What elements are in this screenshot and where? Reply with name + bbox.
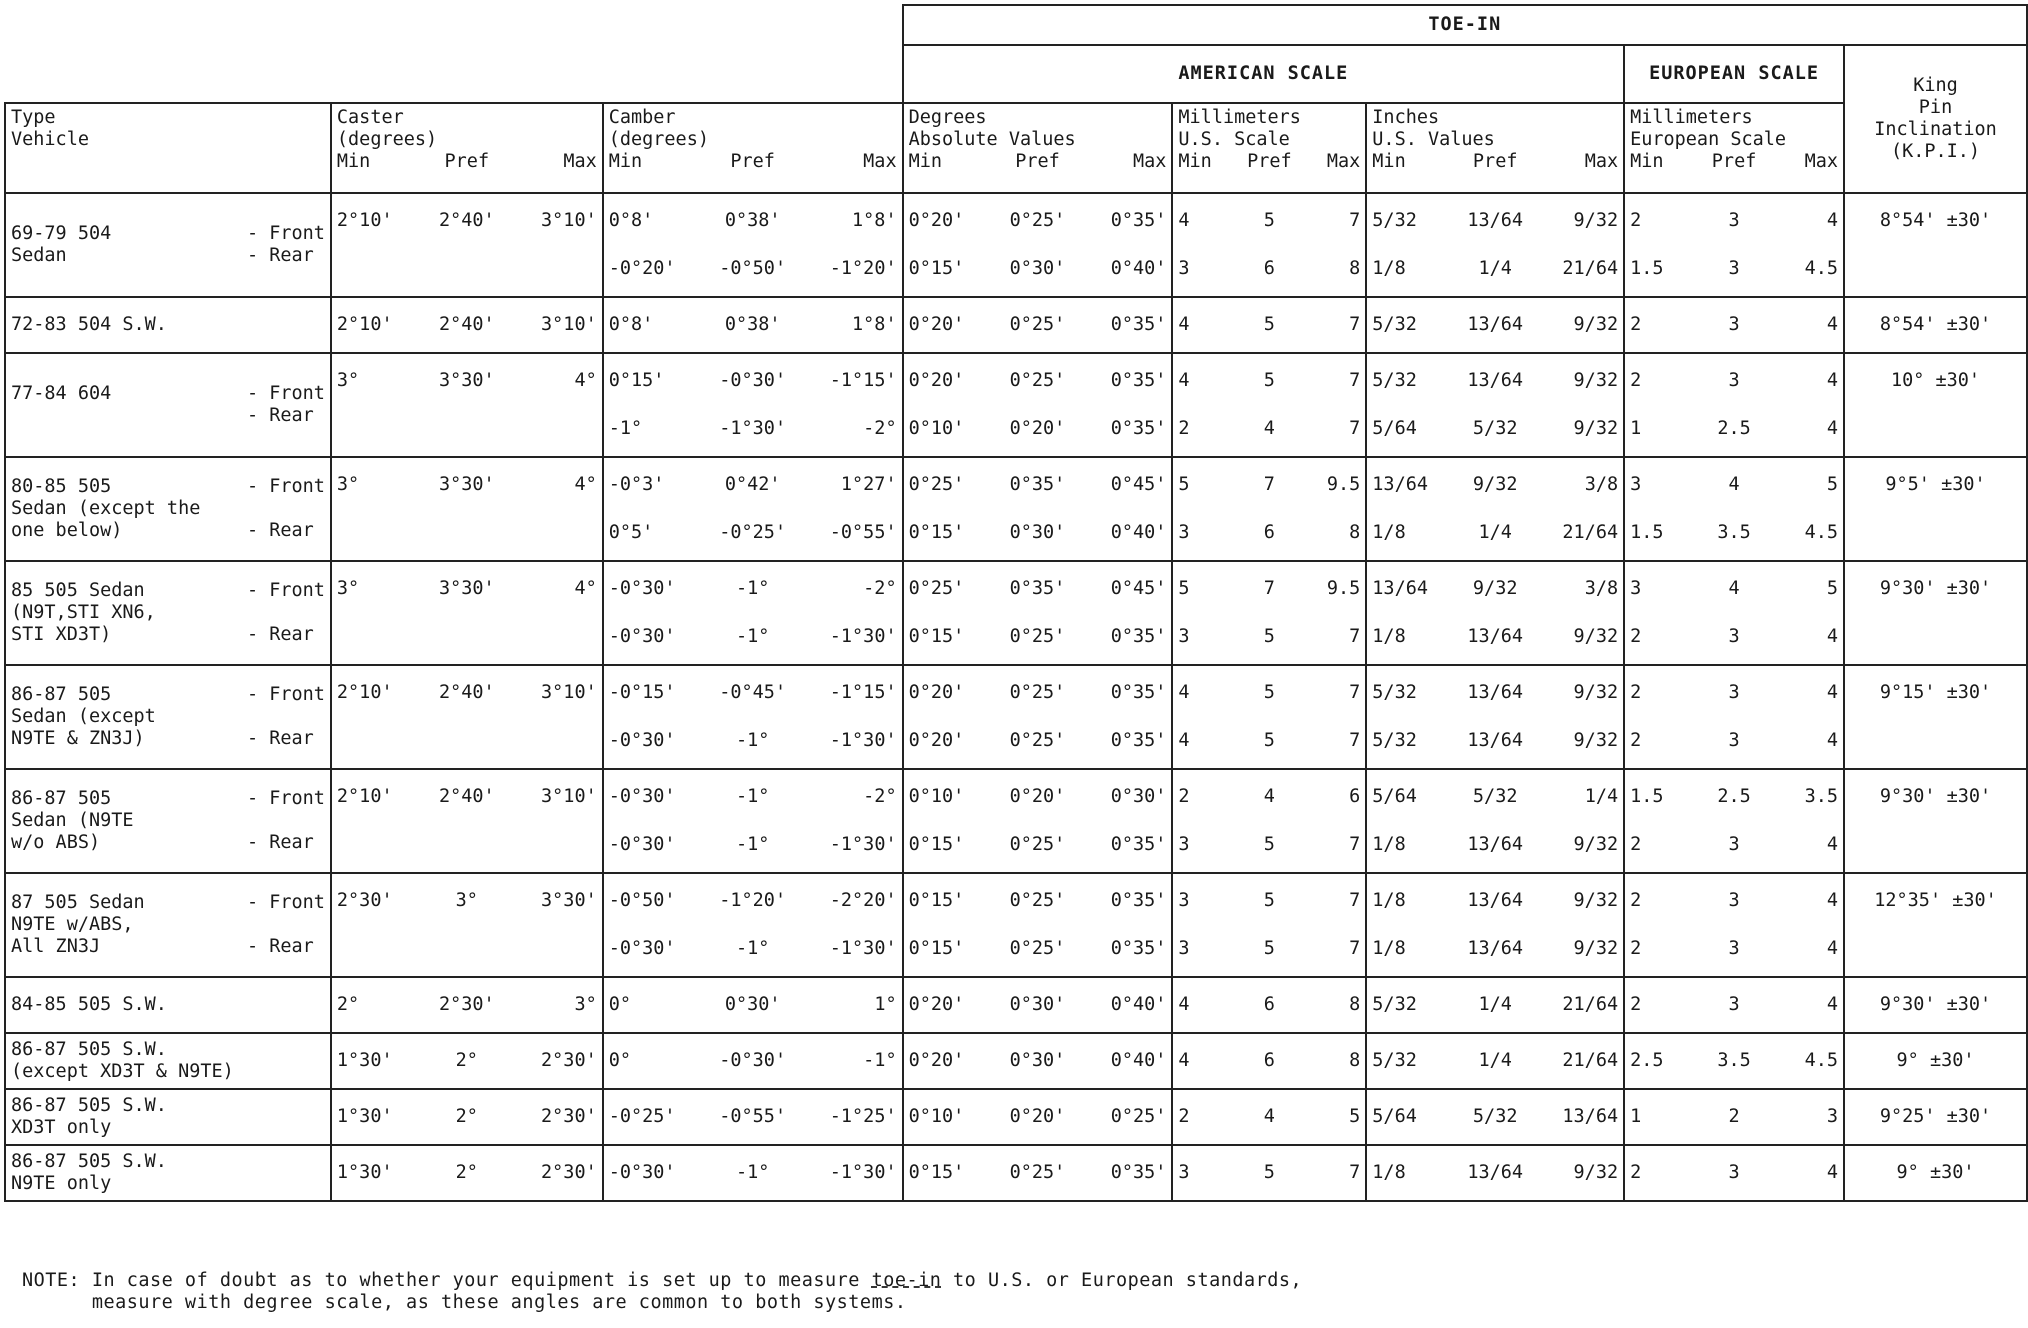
value-triple: 5/64 5/32 13/64 [1372,1106,1619,1127]
value-triple: 0° -0°30' -1° [608,1050,897,1071]
caster-cell [331,873,603,977]
value-triple: 5/32 13/64 9/32 [1372,682,1619,703]
inches-cell [1366,353,1624,457]
value-triple: 3 4 5 [1630,578,1839,599]
degrees-cell [903,457,1173,561]
value-triple: 2 3 4 [1630,682,1839,703]
mm-us-cell [1172,769,1366,873]
value-triple: -0°30' -1° -2° [608,786,897,807]
axle-position: - Front [246,788,325,809]
value-triple: -0°30' -1° -1°30' [608,730,897,751]
value-triple: 2.5 3.5 4.5 [1630,1050,1839,1071]
value-triple: 3 5 7 [1178,834,1361,855]
vehicle-cell: 72-83 504 S.W. [5,297,331,353]
table-row [5,297,2027,353]
vehicle-cell: 80-85 505 Sedan (except the one below) - Front - Rear [5,457,331,561]
table-row [5,457,2027,561]
value-triple: 2 3 4 [1630,730,1839,751]
mm-eu-header: Millimeters European Scale Min Pref Max [1624,103,1844,193]
camber-cell [603,353,903,457]
value-triple: 2 3 4 [1630,626,1839,647]
value-triple: 3 5 7 [1178,938,1361,959]
kpi-cell: 9°5' ±30' [1844,457,2027,561]
kpi-cell: 9° ±30' [1844,1033,2027,1089]
caster-cell [331,1033,603,1089]
camber-cell [603,1033,903,1089]
value-triple: 2° 2°30' 3° [336,994,597,1015]
value-triple: 0°20' 0°30' 0°40' [908,1050,1167,1071]
value-triple: 1 2.5 4 [1630,418,1839,439]
camber-cell [603,977,903,1033]
value-triple: 0°10' 0°20' 0°25' [908,1106,1167,1127]
axle-position: - Rear [246,624,314,645]
inches-us-header: Inches U.S. Values Min Pref Max [1366,103,1624,193]
value-triple: 3° 3°30' 4° [336,370,597,391]
value-triple: 0°5' -0°25' -0°55' [608,522,897,543]
table-row [5,1089,2027,1145]
value-triple: 3 5 7 [1178,890,1361,911]
camber-cell [603,665,903,769]
kpi-cell: 9°30' ±30' [1844,561,2027,665]
kpi-cell: 8°54' ±30' [1844,193,2027,297]
value-triple: 2°10' 2°40' 3°10' [336,786,597,807]
value-triple: -1° -1°30' -2° [608,418,897,439]
caster-header: Caster (degrees) Min Pref Max [331,103,603,193]
toe-in-header: TOE-IN [903,5,2027,45]
table-row [5,561,2027,665]
value-triple: 2°10' 2°40' 3°10' [336,682,597,703]
axle-position: - Rear [246,728,314,749]
value-triple: 3° 3°30' 4° [336,474,597,495]
value-triple: 1 2 3 [1630,1106,1839,1127]
value-triple: 2 4 5 [1178,1106,1361,1127]
table-row [5,665,2027,769]
mm-eu-cell [1624,193,1844,297]
mm-eu-cell [1624,297,1844,353]
value-triple: 5/32 13/64 9/32 [1372,210,1619,231]
value-triple: -0°25' -0°55' -1°25' [608,1106,897,1127]
axle-position: - Rear [246,936,314,957]
value-triple: 0°15' 0°25' 0°35' [908,834,1167,855]
value-triple: 2 3 4 [1630,210,1839,231]
vehicle-cell: 86-87 505 S.W. (except XD3T & N9TE) [5,1033,331,1089]
table-row [5,1033,2027,1089]
value-triple: 0°15' 0°30' 0°40' [908,258,1167,279]
value-triple: 1.5 2.5 3.5 [1630,786,1839,807]
value-triple: -0°15' -0°45' -1°15' [608,682,897,703]
mm-eu-cell [1624,977,1844,1033]
value-triple: 0°8' 0°38' 1°8' [608,314,897,335]
inches-cell [1366,457,1624,561]
kpi-header: King Pin Inclination (K.P.I.) [1844,45,2027,193]
value-triple: 3 5 7 [1178,1162,1361,1183]
camber-cell [603,1089,903,1145]
degrees-cell [903,977,1173,1033]
caster-cell [331,1089,603,1145]
mm-eu-cell [1624,1145,1844,1201]
value-triple: 1/8 1/4 21/64 [1372,522,1619,543]
value-triple: 4 5 7 [1178,730,1361,751]
kpi-cell: 12°35' ±30' [1844,873,2027,977]
value-triple: 2 3 4 [1630,314,1839,335]
value-triple: 5/64 5/32 1/4 [1372,786,1619,807]
value-triple: 0°15' 0°25' 0°35' [908,1162,1167,1183]
mm-us-header: Millimeters U.S. Scale Min Pref Max [1172,103,1366,193]
value-triple: -0°30' -1° -2° [608,578,897,599]
value-triple: 2 3 4 [1630,370,1839,391]
mm-us-cell [1172,353,1366,457]
value-triple: 1/8 13/64 9/32 [1372,938,1619,959]
inches-cell [1366,873,1624,977]
value-triple: -0°3' 0°42' 1°27' [608,474,897,495]
value-triple: 0°20' 0°25' 0°35' [908,730,1167,751]
value-triple: 4 6 8 [1178,1050,1361,1071]
camber-cell [603,297,903,353]
mm-eu-cell [1624,457,1844,561]
value-triple: 4 5 7 [1178,682,1361,703]
mm-eu-cell [1624,561,1844,665]
degrees-cell [903,769,1173,873]
footnote: NOTE: In case of doubt as to whether your equipment is set up to measure toe-in to U.S. or European standards, measure with degree scale, as these angles are common to both systems. [22,1270,1303,1313]
kpi-cell: 9°30' ±30' [1844,977,2027,1033]
value-triple: 3 6 8 [1178,258,1361,279]
value-triple: -0°30' -1° -1°30' [608,1162,897,1183]
value-triple: 0°10' 0°20' 0°30' [908,786,1167,807]
kpi-cell: 10° ±30' [1844,353,2027,457]
axle-position: - Rear [246,405,314,426]
table-row [5,1145,2027,1201]
value-triple: 1.5 3 4.5 [1630,258,1839,279]
degrees-cell [903,1033,1173,1089]
inches-cell [1366,665,1624,769]
value-triple: -0°30' -1° -1°30' [608,834,897,855]
value-triple: 5/32 1/4 21/64 [1372,994,1619,1015]
value-triple: 0°20' 0°25' 0°35' [908,314,1167,335]
caster-cell [331,297,603,353]
value-triple: 0°25' 0°35' 0°45' [908,474,1167,495]
caster-cell [331,193,603,297]
axle-position: - Front [246,223,325,244]
value-triple: 2 3 4 [1630,834,1839,855]
value-triple: 3 5 7 [1178,626,1361,647]
value-triple: 0°15' 0°30' 0°40' [908,522,1167,543]
value-triple: 2 3 4 [1630,890,1839,911]
value-triple: 0°15' 0°25' 0°35' [908,626,1167,647]
mm-us-cell [1172,665,1366,769]
value-triple: 13/64 9/32 3/8 [1372,578,1619,599]
degrees-cell [903,561,1173,665]
value-triple: 1/8 13/64 9/32 [1372,1162,1619,1183]
axle-position: - Rear [246,832,314,853]
value-triple: 0°20' 0°25' 0°35' [908,210,1167,231]
value-triple: 1/8 13/64 9/32 [1372,890,1619,911]
mm-us-cell [1172,297,1366,353]
value-triple: 2°10' 2°40' 3°10' [336,210,597,231]
mm-us-cell [1172,977,1366,1033]
table-row [5,769,2027,873]
alignment-spec-table [4,4,2028,1202]
value-triple: 5/32 13/64 9/32 [1372,730,1619,751]
vehicle-cell: 77-84 604 - Front - Rear [5,353,331,457]
vehicle-cell: 86-87 505 Sedan (N9TE w/o ABS) - Front - Rear [5,769,331,873]
vehicle-cell: 69-79 504 Sedan - Front - Rear [5,193,331,297]
value-triple: 2 4 7 [1178,418,1361,439]
caster-cell [331,353,603,457]
vehicle-cell: 87 505 Sedan N9TE w/ABS, All ZN3J - Front - Rear [5,873,331,977]
camber-cell [603,457,903,561]
vehicle-cell: 86-87 505 S.W. N9TE only [5,1145,331,1201]
degrees-cell [903,353,1173,457]
mm-us-cell [1172,1145,1366,1201]
value-triple: 4 5 7 [1178,210,1361,231]
value-triple: 5/32 13/64 9/32 [1372,370,1619,391]
inches-cell [1366,1145,1624,1201]
mm-eu-cell [1624,665,1844,769]
value-triple: 1°30' 2° 2°30' [336,1162,597,1183]
value-triple: 1/8 1/4 21/64 [1372,258,1619,279]
value-triple: 2°10' 2°40' 3°10' [336,314,597,335]
mm-us-cell [1172,561,1366,665]
value-triple: 0°8' 0°38' 1°8' [608,210,897,231]
value-triple: 1/8 13/64 9/32 [1372,626,1619,647]
value-triple: 2 3 4 [1630,938,1839,959]
inches-cell [1366,297,1624,353]
value-triple: 1.5 3.5 4.5 [1630,522,1839,543]
european-scale-header: EUROPEAN SCALE [1624,45,1844,103]
table-row [5,977,2027,1033]
degrees-cell [903,193,1173,297]
mm-eu-cell [1624,1089,1844,1145]
value-triple: 13/64 9/32 3/8 [1372,474,1619,495]
mm-us-cell [1172,457,1366,561]
value-triple: -0°30' -1° -1°30' [608,938,897,959]
mm-eu-cell [1624,873,1844,977]
value-triple: 5/32 13/64 9/32 [1372,314,1619,335]
value-triple: 0°15' 0°25' 0°35' [908,890,1167,911]
value-triple: 0° 0°30' 1° [608,994,897,1015]
kpi-cell: 8°54' ±30' [1844,297,2027,353]
value-triple: 3° 3°30' 4° [336,578,597,599]
caster-cell [331,769,603,873]
degrees-cell [903,665,1173,769]
camber-cell [603,1145,903,1201]
value-triple: 5 7 9.5 [1178,578,1361,599]
value-triple: -0°20' -0°50' -1°20' [608,258,897,279]
value-triple: 0°15' 0°25' 0°35' [908,938,1167,959]
mm-us-cell [1172,873,1366,977]
value-triple: 0°15' -0°30' -1°15' [608,370,897,391]
value-triple: 0°20' 0°30' 0°40' [908,994,1167,1015]
mm-eu-cell [1624,1033,1844,1089]
caster-cell [331,561,603,665]
kpi-cell: 9°25' ±30' [1844,1089,2027,1145]
value-triple: 1°30' 2° 2°30' [336,1106,597,1127]
degrees-cell [903,1145,1173,1201]
value-triple: 3 6 8 [1178,522,1361,543]
value-triple: 2 3 4 [1630,994,1839,1015]
mm-eu-cell [1624,353,1844,457]
camber-cell [603,193,903,297]
value-triple: 4 5 7 [1178,370,1361,391]
degrees-cell [903,297,1173,353]
value-triple: 2 4 6 [1178,786,1361,807]
inches-cell [1366,561,1624,665]
value-triple: 5/32 1/4 21/64 [1372,1050,1619,1071]
axle-position: - Front [246,580,325,601]
camber-cell [603,873,903,977]
caster-cell [331,977,603,1033]
vehicle-cell: 86-87 505 S.W. XD3T only [5,1089,331,1145]
value-triple: 1/8 13/64 9/32 [1372,834,1619,855]
camber-cell [603,769,903,873]
caster-cell [331,457,603,561]
mm-eu-cell [1624,769,1844,873]
vehicle-cell: 84-85 505 S.W. [5,977,331,1033]
mm-us-cell [1172,1089,1366,1145]
american-scale-header: AMERICAN SCALE [903,45,1625,103]
vehicle-cell: 86-87 505 Sedan (except N9TE & ZN3J) - Front - Rear [5,665,331,769]
axle-position: - Front [246,383,325,404]
inches-cell [1366,1089,1624,1145]
table-row [5,193,2027,297]
table-row [5,873,2027,977]
value-triple: 2 3 4 [1630,1162,1839,1183]
camber-cell [603,561,903,665]
inches-cell [1366,1033,1624,1089]
type-vehicle-header: Type Vehicle [5,103,331,193]
value-triple: 5 7 9.5 [1178,474,1361,495]
mm-us-cell [1172,1033,1366,1089]
table-row [5,353,2027,457]
axle-position: - Front [246,892,325,913]
camber-header: Camber (degrees) Min Pref Max [603,103,903,193]
inches-cell [1366,193,1624,297]
value-triple: 0°10' 0°20' 0°35' [908,418,1167,439]
kpi-cell: 9° ±30' [1844,1145,2027,1201]
degrees-cell [903,1089,1173,1145]
value-triple: 0°25' 0°35' 0°45' [908,578,1167,599]
mm-us-cell [1172,193,1366,297]
value-triple: 5/64 5/32 9/32 [1372,418,1619,439]
degrees-cell [903,873,1173,977]
kpi-cell: 9°15' ±30' [1844,665,2027,769]
value-triple: -0°50' -1°20' -2°20' [608,890,897,911]
value-triple: 0°20' 0°25' 0°35' [908,682,1167,703]
axle-position: - Front [246,476,325,497]
kpi-cell: 9°30' ±30' [1844,769,2027,873]
value-triple: 4 5 7 [1178,314,1361,335]
inches-cell [1366,769,1624,873]
value-triple: 1°30' 2° 2°30' [336,1050,597,1071]
vehicle-cell: 85 505 Sedan (N9T,STI XN6, STI XD3T) - Front - Rear [5,561,331,665]
axle-position: - Rear [246,520,314,541]
value-triple: 0°20' 0°25' 0°35' [908,370,1167,391]
inches-cell [1366,977,1624,1033]
value-triple: 2°30' 3° 3°30' [336,890,597,911]
axle-position: - Rear [246,245,314,266]
caster-cell [331,665,603,769]
value-triple: 4 6 8 [1178,994,1361,1015]
caster-cell [331,1145,603,1201]
value-triple: -0°30' -1° -1°30' [608,626,897,647]
degrees-header: Degrees Absolute Values Min Pref Max [903,103,1173,193]
axle-position: - Front [246,684,325,705]
value-triple: 3 4 5 [1630,474,1839,495]
